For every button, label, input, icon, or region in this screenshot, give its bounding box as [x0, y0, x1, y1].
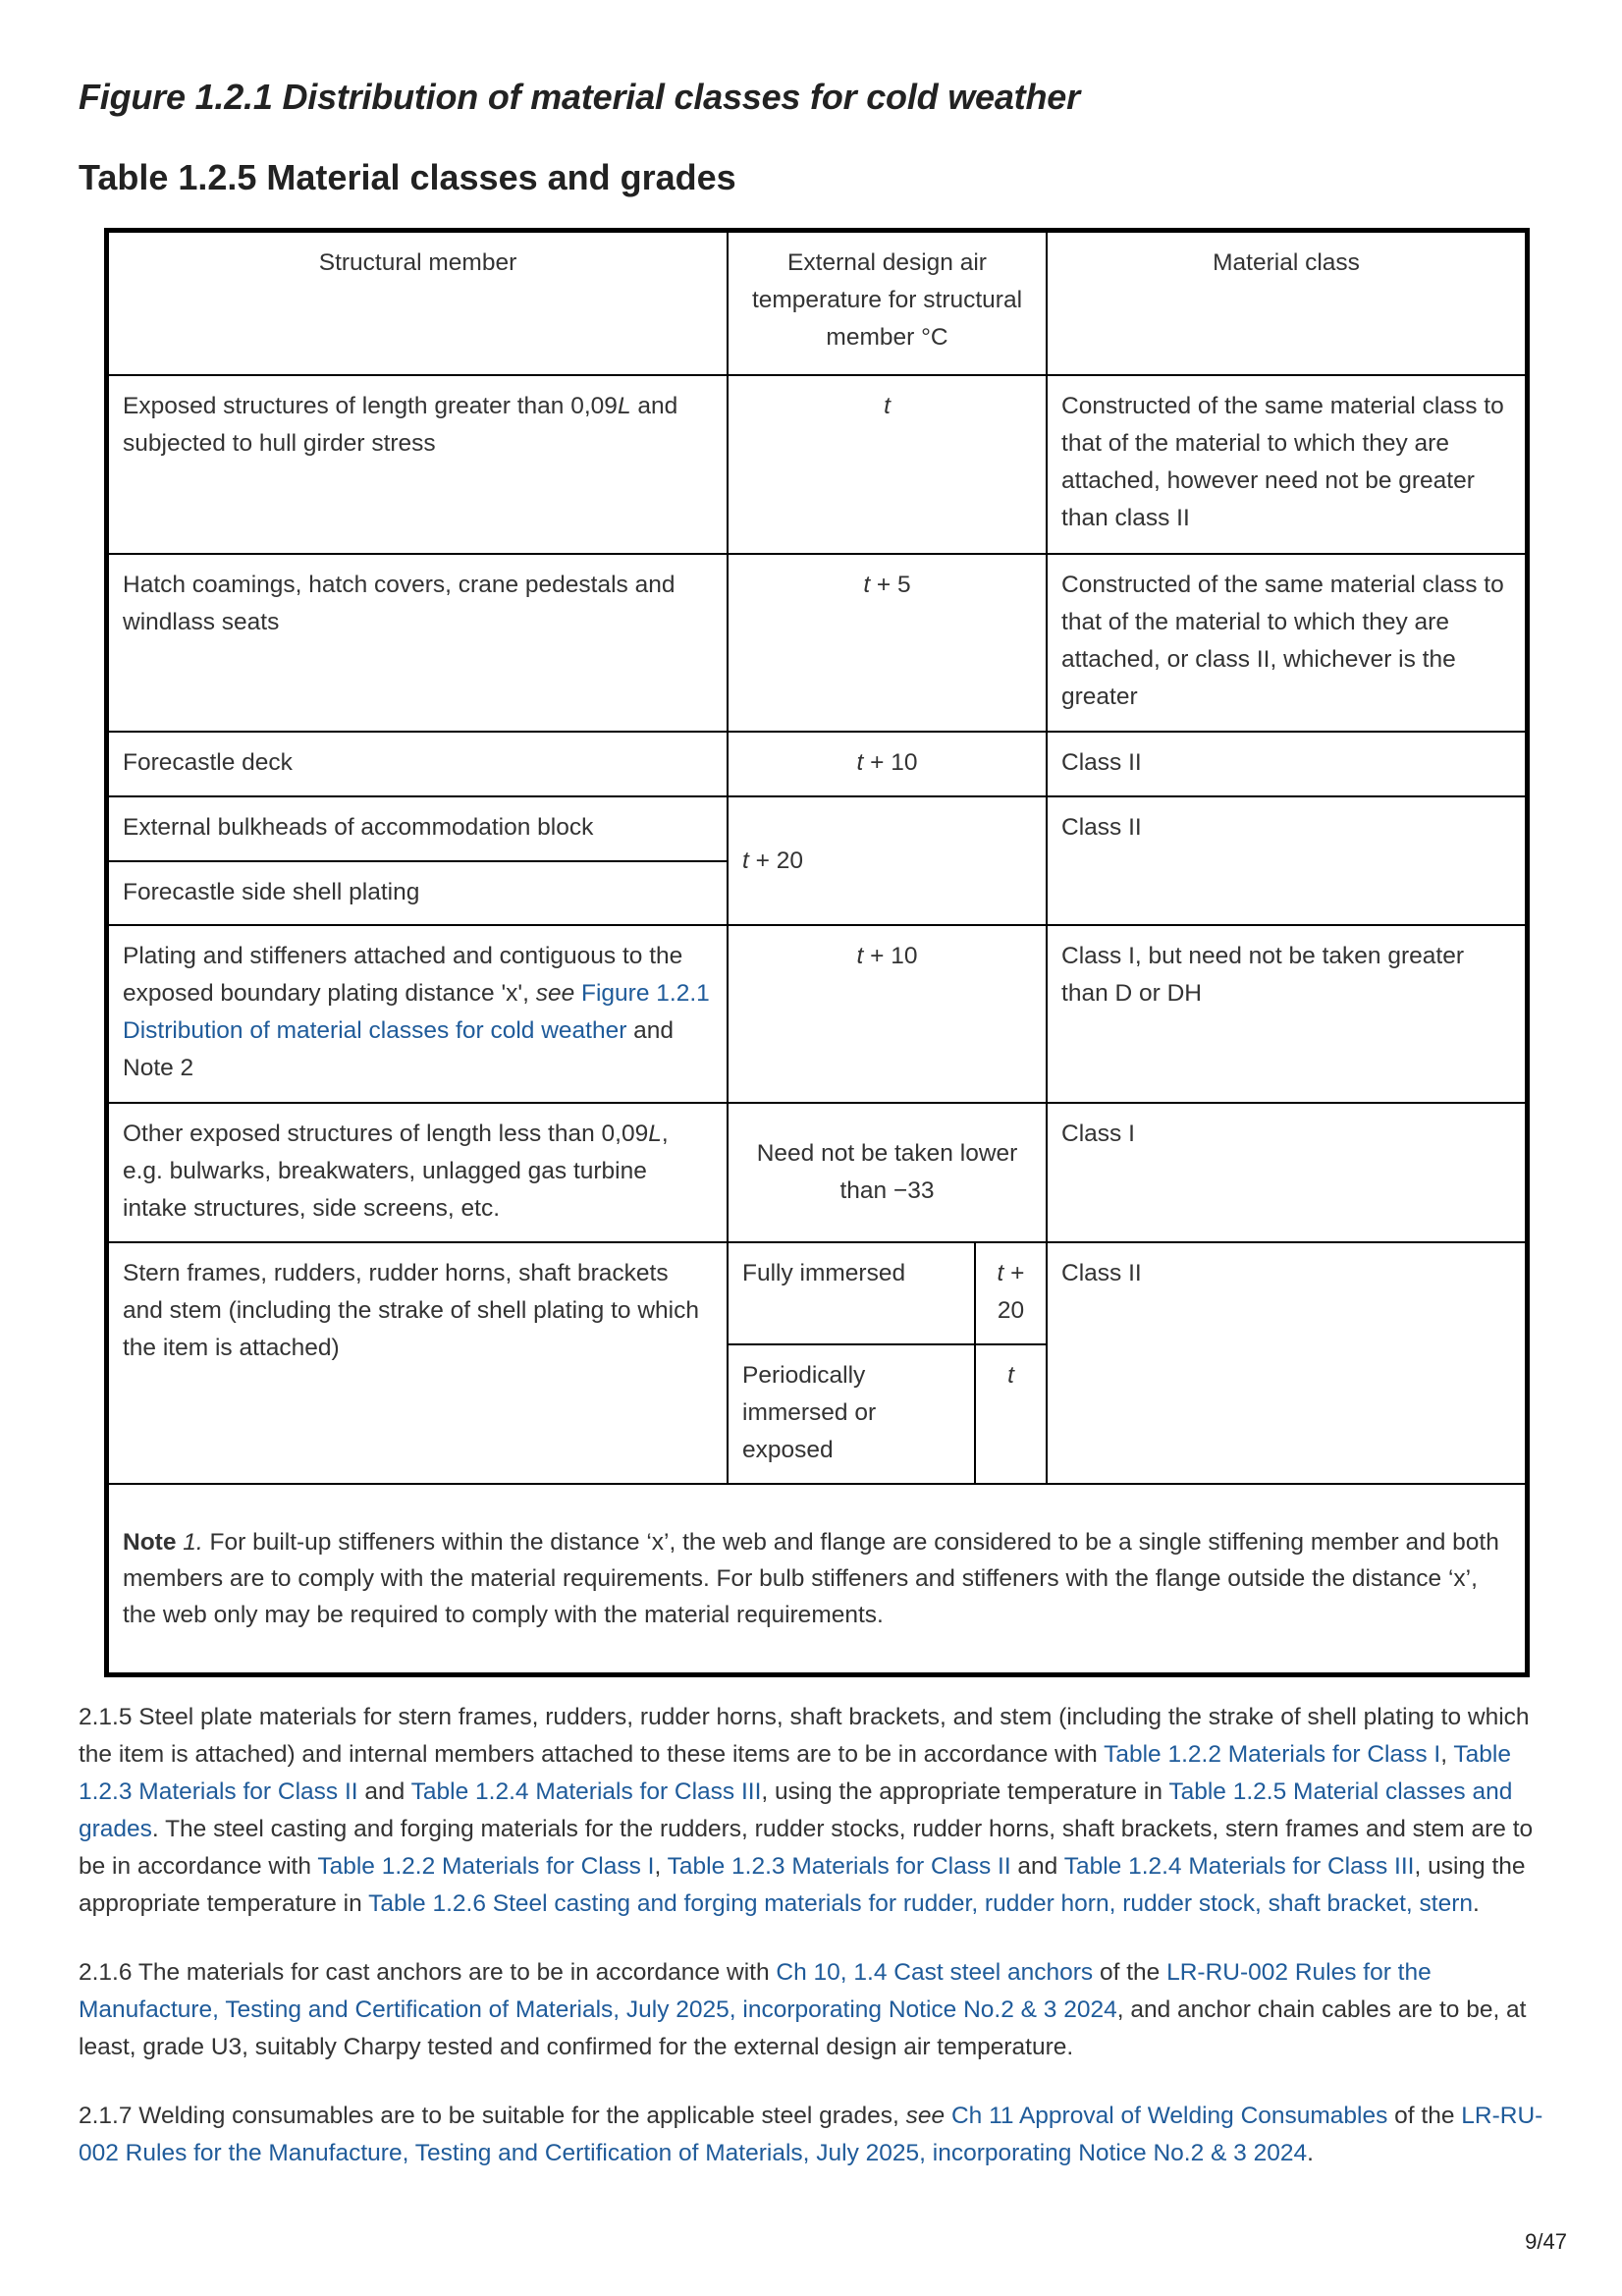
cell-class: Class II: [1047, 796, 1525, 925]
cell-member: Exposed structures of length greater than 0,09L and subjected to hull girder stress: [109, 375, 728, 554]
cell-member: Forecastle deck: [109, 732, 728, 796]
table-note-row: [109, 1484, 1525, 1663]
paragraph-2-1-5: 2.1.5 Steel plate materials for stern frames, rudders, rudder horns, shaft brackets, and stem (including the strake of shell plating to which the item is attached) and internal members attached to these items are to be in accordance with Table 1.2.2 Materials for Class I, Table 1.2.3 Materials for Class II and Table 1.2.4 Materials for Class III, using the appropriate temperature in Table 1.2.5 Material classes and grades. The steel casting and forging materials for the rudders, rudder stocks, rudder horns, shaft brackets, stern frames and stem are to be in accordance with Table 1.2.2 Materials for Class I, Table 1.2.3 Materials for Class II and Table 1.2.4 Materials for Class III, using the appropriate temperature in Table 1.2.6 Steel casting and forging materials for rudder, rudder horn, rudder stock, shaft bracket, stern.: [79, 1704, 1534, 1917]
cell-class: Class II: [1047, 1242, 1525, 1484]
cell-condition: Fully immersed: [728, 1242, 975, 1344]
table-row: [109, 925, 1525, 1103]
table-1-2-6-link[interactable]: Table 1.2.6 Steel casting and forging materials for rudder, rudder horn, rudder stock, shaft bracket, stern: [368, 1890, 1473, 1917]
table-1-2-2-link[interactable]: Table 1.2.2 Materials for Class I: [1104, 1741, 1441, 1768]
cast-steel-anchors-link[interactable]: Ch 10, 1.4 Cast steel anchors: [776, 1959, 1094, 1986]
table-row: [109, 796, 1525, 861]
table-row: [109, 732, 1525, 796]
table-1-2-3-link[interactable]: Table 1.2.3 Materials for Class II: [667, 1853, 1011, 1880]
header-structural-member: Structural member: [109, 233, 728, 375]
table-title: Table 1.2.5 Material classes and grades: [79, 157, 736, 197]
paragraph-2-1-7: 2.1.7 Welding consumables are to be suitable for the applicable steel grades, see Ch 11 Approval of Welding Consumables of the LR-RU-002 Rules for the Manufacture, Testing and Certification of Materials, July 2025, incorporating Notice No.2 & 3 2024.: [79, 2103, 1543, 2166]
cell-member: Forecastle side shell plating: [109, 861, 728, 925]
cell-member: Other exposed structures of length less than 0,09L, e.g. bulwarks, breakwaters, unlagged gas turbine intake structures, side screens, etc.: [109, 1103, 728, 1242]
figure-1-2-1-link[interactable]: Figure 1.2.1 Distribution of material classes for cold weather: [123, 980, 710, 1044]
welding-consumables-link[interactable]: Ch 11 Approval of Welding Consumables: [950, 2103, 1388, 2129]
body-text: [79, 1699, 1561, 2204]
cell-temperature: Need not be taken lower than −33: [728, 1103, 1047, 1242]
cell-temperature: t: [975, 1344, 1047, 1484]
cell-temperature: t + 10: [728, 925, 1047, 1103]
table-1-2-4-link[interactable]: Table 1.2.4 Materials for Class III: [1063, 1853, 1415, 1880]
table-row: [109, 1242, 1525, 1344]
page-number: 9/47: [1525, 2229, 1567, 2254]
table-1-2-4-link[interactable]: Table 1.2.4 Materials for Class III: [410, 1778, 762, 1805]
cell-class: Constructed of the same material class to that of the material to which they are attached, however need not be greater than class II: [1047, 375, 1525, 554]
header-design-temperature: External design air temperature for structural member °C: [728, 233, 1047, 375]
lr-ru-002-rules-link[interactable]: LR-RU-002 Rules for the Manufacture, Testing and Certification of Materials, July 2025, incorporating Notice No.2 & 3 2024: [79, 2103, 1543, 2166]
paragraph-2-1-6: 2.1.6 The materials for cast anchors are to be in accordance with Ch 10, 1.4 Cast steel anchors of the LR-RU-002 Rules for the Manufacture, Testing and Certification of Materials, July 2025, incorporating Notice No.2 & 3 2024, and anchor chain cables are to be, at least, grade U3, suitably Charpy tested and confirmed for the external design air temperature.: [79, 1959, 1527, 2060]
cell-temperature: t + 5: [728, 554, 1047, 732]
figure-title: Figure 1.2.1 Distribution of material classes for cold weather: [79, 77, 1080, 117]
table-note: Note 1. For built-up stiffeners within the distance ‘x’, the web and flange are considered to be a single stiffening member and both members are to comply with the material requirements. For bulb stiffeners and stiffeners with the flange outside the distance ‘x’, the web only may be required to comply with the material requirements.: [109, 1484, 1525, 1663]
material-classes-table: [104, 228, 1530, 1677]
cell-condition: Periodically immersed or exposed: [728, 1344, 975, 1484]
table-1-2-3-link[interactable]: Table 1.2.3 Materials for Class II: [79, 1741, 1511, 1805]
cell-class: Class II: [1047, 732, 1525, 796]
cell-class: Class I: [1047, 1103, 1525, 1242]
table-row: [109, 1103, 1525, 1242]
cell-member: Stern frames, rudders, rudder horns, shaft brackets and stem (including the strake of shell plating to which the item is attached): [109, 1242, 728, 1484]
cell-member: Plating and stiffeners attached and contiguous to the exposed boundary plating distance 'x', see Figure 1.2.1 Distribution of material classes for cold weather and Note 2: [109, 925, 728, 1103]
table-row: [109, 554, 1525, 732]
cell-temperature: t: [728, 375, 1047, 554]
cell-member: External bulkheads of accommodation block: [109, 796, 728, 861]
cell-temperature: t + 20: [975, 1242, 1047, 1344]
table-1-2-2-link[interactable]: Table 1.2.2 Materials for Class I: [317, 1853, 655, 1880]
lr-ru-002-rules-link[interactable]: LR-RU-002 Rules for the Manufacture, Testing and Certification of Materials, July 2025, incorporating Notice No.2 & 3 2024: [79, 1959, 1432, 2023]
cell-class: Class I, but need not be taken greater than D or DH: [1047, 925, 1525, 1103]
table-header-row: [109, 233, 1525, 375]
table-row: [109, 375, 1525, 554]
cell-temperature: t + 10: [728, 732, 1047, 796]
cell-class: Constructed of the same material class to that of the material to which they are attached, or class II, whichever is the greater: [1047, 554, 1525, 732]
cell-temperature: t + 20: [728, 796, 1047, 925]
cell-member: Hatch coamings, hatch covers, crane pedestals and windlass seats: [109, 554, 728, 732]
header-material-class: Material class: [1047, 233, 1525, 375]
table-1-2-5-link[interactable]: Table 1.2.5 Material classes and grades: [79, 1778, 1513, 1842]
